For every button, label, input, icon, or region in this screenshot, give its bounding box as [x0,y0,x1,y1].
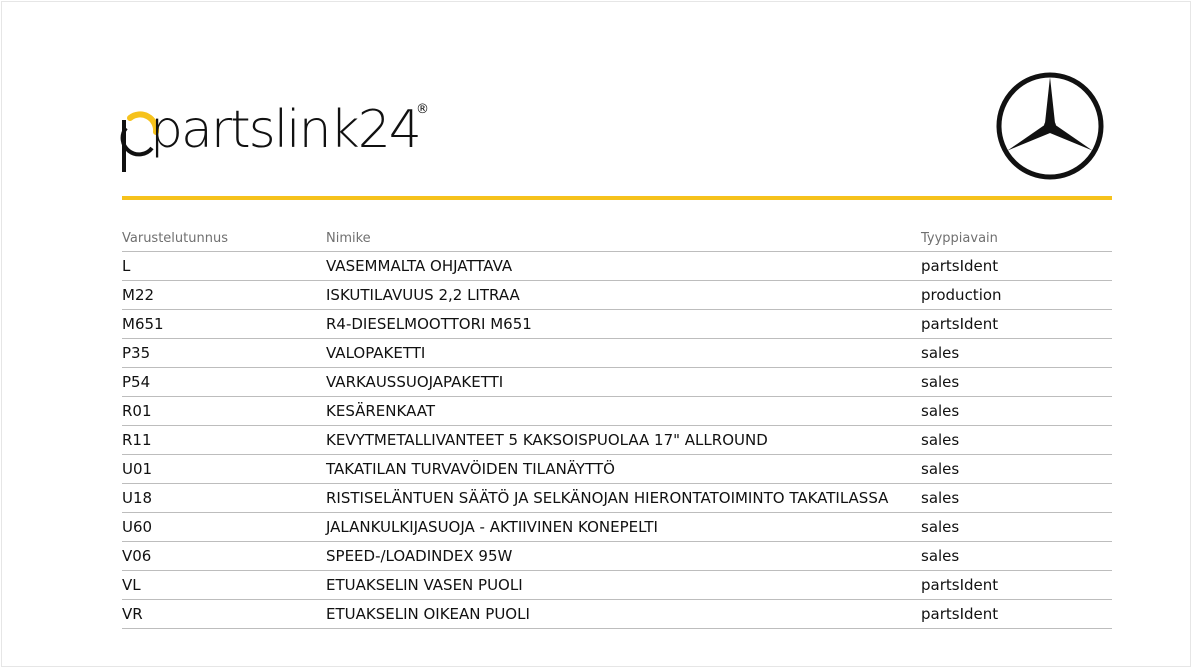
cell-type: sales [921,484,1112,513]
cell-name: JALANKULKIJASUOJA - AKTIIVINEN KONEPELTI [326,513,921,542]
cell-name: R4-DIESELMOOTTORI M651 [326,310,921,339]
cell-type: partsIdent [921,571,1112,600]
cell-name: VASEMMALTA OHJATTAVA [326,252,921,281]
table-row [122,542,1112,571]
table-row [122,339,1112,368]
table-row [122,455,1112,484]
cell-code: R11 [122,426,326,455]
cell-type: sales [921,426,1112,455]
cell-type: sales [921,368,1112,397]
table-row [122,368,1112,397]
cell-type: partsIdent [921,310,1112,339]
cell-code: P35 [122,339,326,368]
accent-divider [122,196,1112,200]
cell-code: M22 [122,281,326,310]
table-row [122,281,1112,310]
cell-code: VL [122,571,326,600]
cell-code: VR [122,600,326,629]
logo-prefix: partslink [150,100,358,160]
document-page [1,1,1191,667]
table-row [122,310,1112,339]
cell-type: sales [921,455,1112,484]
cell-name: TAKATILAN TURVAVÖIDEN TILANÄYTTÖ [326,455,921,484]
cell-code: M651 [122,310,326,339]
cell-code: P54 [122,368,326,397]
cell-code: U01 [122,455,326,484]
table-row [122,513,1112,542]
header-code: Varustelutunnus [122,222,326,252]
cell-code: U18 [122,484,326,513]
cell-name: KEVYTMETALLIVANTEET 5 KAKSOISPUOLAA 17" ALLROUND [326,426,921,455]
cell-name: ISKUTILAVUUS 2,2 LITRAA [326,281,921,310]
cell-name: ETUAKSELIN OIKEAN PUOLI [326,600,921,629]
cell-type: sales [921,397,1112,426]
cell-name: VALOPAKETTI [326,339,921,368]
table-row [122,252,1112,281]
cell-type: partsIdent [921,252,1112,281]
table-row [122,484,1112,513]
table-row [122,600,1112,629]
three-pointed-star-icon [995,71,1105,181]
table-row [122,426,1112,455]
cell-name: KESÄRENKAAT [326,397,921,426]
cell-name: RISTISELÄNTUEN SÄÄTÖ JA SELKÄNOJAN HIERONTATOIMINTO TAKATILASSA [326,484,921,513]
table-row [122,571,1112,600]
table-row [122,397,1112,426]
cell-type: sales [921,339,1112,368]
cell-name: SPEED-/LOADINDEX 95W [326,542,921,571]
header-type: Tyyppiavain [921,222,1112,252]
logo-registered-mark: ® [416,102,429,117]
cell-type: production [921,281,1112,310]
equipment-table [122,222,1112,629]
cell-code: L [122,252,326,281]
cell-code: R01 [122,397,326,426]
cell-type: sales [921,513,1112,542]
logo-suffix: 24 [357,100,420,160]
table-header-row [122,222,1112,252]
cell-code: U60 [122,513,326,542]
cell-type: sales [921,542,1112,571]
cell-name: ETUAKSELIN VASEN PUOLI [326,571,921,600]
partslink24-logo [120,100,440,176]
logo-wordmark [150,100,420,160]
cell-type: partsIdent [921,600,1112,629]
cell-name: VARKAUSSUOJAPAKETTI [326,368,921,397]
header-name: Nimike [326,222,921,252]
cell-code: V06 [122,542,326,571]
